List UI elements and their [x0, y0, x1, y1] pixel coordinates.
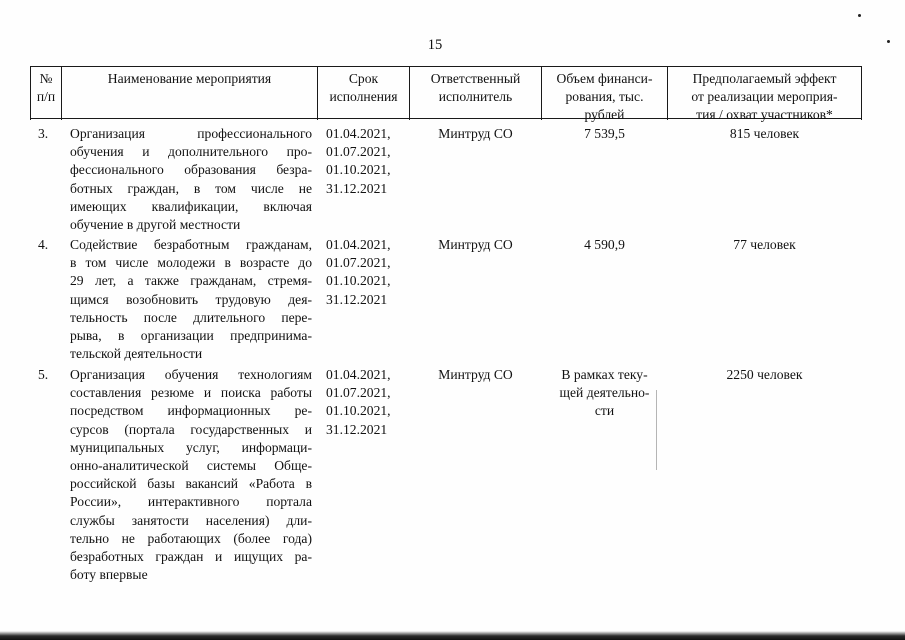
- row-responsible: Минтруд СО: [438, 237, 513, 252]
- row-funding: [542, 125, 667, 143]
- table-top-rule: [30, 66, 862, 67]
- activity-name-line: 29 лет, а также гражданам, стремя-: [70, 273, 312, 289]
- term-date-line: 01.07.2021,: [326, 144, 391, 160]
- page-number: 15: [427, 37, 443, 53]
- funding-line: щей деятельно-: [559, 385, 650, 401]
- activity-name-line: Организация профессионального: [70, 126, 312, 141]
- activity-name-line: обучения и дополнительного про-: [70, 144, 312, 160]
- funding-line: 4 590,9: [584, 237, 625, 252]
- row-effect: 815 человек: [729, 126, 800, 141]
- row-term: [326, 366, 406, 439]
- term-date-line: 01.04.2021,: [326, 237, 391, 252]
- header-funding: [542, 70, 667, 125]
- row-funding: [542, 236, 667, 254]
- header-num: [30, 70, 62, 106]
- header-effect: [668, 70, 861, 125]
- activity-name-line: посредством информационных ре-: [70, 403, 312, 419]
- activity-name-line: тельно не работающих (более года): [70, 530, 312, 546]
- activity-name-line: онно-аналитической системы Обще-: [70, 458, 312, 474]
- activity-name-line: Содействие безработным гражданам,: [70, 237, 312, 252]
- header-name-line: Наименование мероприятия: [107, 71, 272, 86]
- row-term: [326, 125, 406, 198]
- header-num-line: п/п: [36, 89, 56, 105]
- header-effect-line: тия / охват участников*: [696, 107, 833, 123]
- header-term: [318, 70, 409, 106]
- row-activity-name: [70, 125, 312, 234]
- term-date-line: 01.07.2021,: [326, 385, 391, 401]
- row-number: 3.: [38, 126, 49, 141]
- header-funding-line: рования, тыс.: [565, 89, 644, 105]
- row-number: 4.: [38, 237, 49, 252]
- funding-line: сти: [594, 403, 615, 419]
- activity-name-line: Организация обучения технологиям: [70, 367, 312, 382]
- scan-speck: [858, 14, 861, 17]
- term-date-line: 31.12.2021: [326, 180, 388, 196]
- activity-name-line: тельность после длительного пере-: [70, 309, 312, 325]
- term-date-line: 31.12.2021: [326, 291, 388, 307]
- header-term-line: Срок: [348, 71, 379, 86]
- header-funding-line: рублей: [584, 107, 625, 123]
- activity-name-line: фессионального образования безра-: [70, 162, 312, 178]
- row-number: 5.: [38, 367, 49, 382]
- header-name: [62, 70, 317, 88]
- header-term-line: исполнения: [329, 89, 398, 105]
- term-date-line: 01.04.2021,: [326, 126, 391, 141]
- row-responsible: Минтруд СО: [438, 367, 513, 382]
- activity-name-line: безработных граждан и ищущих ра-: [70, 549, 312, 565]
- row-activity-name: [70, 236, 312, 363]
- header-responsible-line: исполнитель: [438, 89, 513, 105]
- funding-line: 7 539,5: [584, 126, 625, 141]
- term-date-line: 01.10.2021,: [326, 403, 391, 419]
- activity-name-line: тельской деятельности: [70, 346, 203, 362]
- term-date-line: 01.04.2021,: [326, 367, 391, 382]
- activity-name-line: рыва, в организации предпринима-: [70, 328, 312, 344]
- activity-name-line: щимся возобновить трудовую дея-: [70, 291, 312, 307]
- term-date-line: 31.12.2021: [326, 421, 388, 437]
- row-responsible: Минтруд СО: [438, 126, 513, 141]
- term-date-line: 01.07.2021,: [326, 255, 391, 271]
- activity-name-line: составления резюме и поиска работы: [70, 385, 312, 401]
- row-funding: [542, 366, 667, 421]
- activity-name-line: в том числе молодежи в возрасте до: [70, 255, 312, 271]
- header-responsible: [410, 70, 541, 106]
- col-border: [861, 66, 862, 120]
- term-date-line: 01.10.2021,: [326, 162, 391, 178]
- header-effect-line: от реализации мероприя-: [691, 89, 838, 105]
- activity-name-line: боту впервые: [70, 567, 148, 583]
- activity-name-line: сурсов (портала государственных и: [70, 421, 312, 437]
- row-activity-name: [70, 366, 312, 584]
- activity-name-line: обучение в другой местности: [70, 217, 241, 233]
- row-effect: 2250 человек: [726, 367, 803, 382]
- header-funding-line: Объем финанси-: [556, 71, 653, 86]
- header-effect-line: Предполагаемый эффект: [692, 71, 837, 86]
- activity-name-line: ботных граждан, в том числе не: [70, 180, 312, 196]
- activity-name-line: муниципальных услуг, информаци-: [70, 439, 312, 455]
- header-responsible-line: Ответственный: [430, 71, 521, 86]
- scan-bottom-edge: [0, 631, 905, 640]
- scan-speck: [887, 40, 890, 43]
- row-term: [326, 236, 406, 309]
- funding-line: В рамках теку-: [561, 367, 648, 382]
- activity-name-line: имеющих квалификации, включая: [70, 198, 312, 214]
- header-num-line: №: [39, 71, 53, 86]
- activity-name-line: службы занятости населения) дли-: [70, 512, 312, 528]
- term-date-line: 01.10.2021,: [326, 273, 391, 289]
- activity-name-line: российской базы вакансий «Работа в: [70, 476, 312, 492]
- row-effect: 77 человек: [733, 237, 796, 252]
- activity-name-line: России», интерактивного портала: [70, 494, 312, 510]
